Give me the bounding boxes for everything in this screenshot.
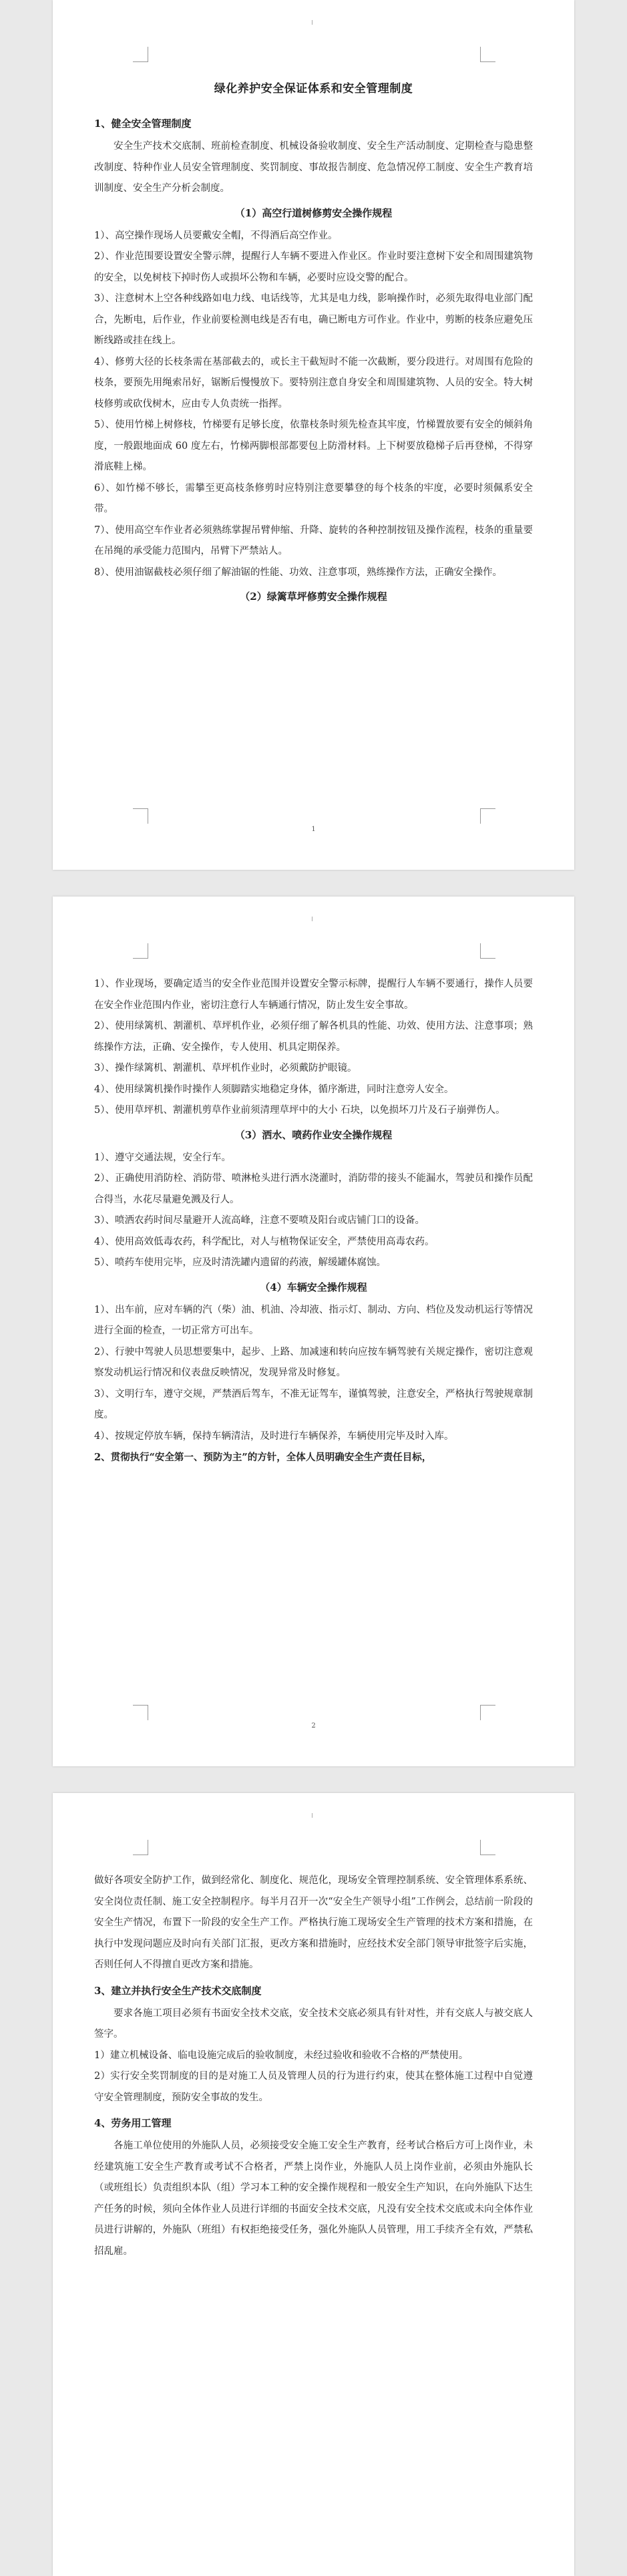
paragraph: 4）、修剪大径的长枝条需在基部截去的，或长主干截短时不能一次截断，要分段进行。对周围有危险的枝条，要预先用绳索吊好，锯断后慢慢放下。要特别注意自身安全和周围建筑物、人员的安全。特大树枝修剪或砍伐树木，应由专人负责统一指挥。 [94, 356, 533, 410]
paragraph: 3）、喷洒农药时间尽量避开人流高峰，注意不要喷及阳台或店铺门口的设备。 [94, 1215, 425, 1226]
paragraph: 2）、正确使用消防栓、消防带、喷淋枪头进行洒水浇灌时，消防带的接头不能漏水，驾驶员和操作员配合得当，水花尽量避免溅及行人。 [94, 1173, 533, 1205]
page-body [94, 1871, 533, 2262]
paragraph: 1）、遵守交通法规，安全行车。 [94, 1152, 231, 1163]
crop-mark [133, 1840, 148, 1855]
crop-mark [480, 47, 495, 62]
content-blocks [94, 114, 533, 607]
paragraph: 8）、使用油锯截枝必须仔细了解油锯的性能、功效、注意事项，熟练操作方法，正确安全操作。 [94, 567, 502, 578]
paragraph: 2）、使用绿篱机、割灌机、草坪机作业，必须仔细了解各机具的性能、功效、使用方法、注意事项；熟练操作方法，正确、安全操作，专人使用、机具定期保养。 [94, 1021, 533, 1053]
crop-mark [133, 1705, 148, 1720]
content-blocks [94, 974, 533, 1468]
paragraph: 1）、作业现场，要确定适当的安全作业范围并设置安全警示标牌，提醒行人车辆不要通行，操作人员要在安全作业范围内作业，密切注意行人车辆通行情况，防止发生安全事故。 [94, 979, 533, 1011]
section-heading: 3、建立并执行安全生产技术交底制度 [94, 1984, 262, 1997]
page-number: 1 [311, 826, 316, 833]
paragraph: 2）、行驶中驾驶人员思想要集中，起步、上路、加减速和转向应按车辆驾驶有关规定操作，密切注意观察发动机运行情况和仪表盘反映情况，发现异常及时修复。 [94, 1346, 533, 1378]
content-blocks [94, 1871, 533, 2262]
subsection-heading: （3）洒水、喷药作业安全操作规程 [234, 1128, 393, 1141]
paragraph: 6）、如竹梯不够长，需攀至更高枝条修剪时应特别注意要攀登的每个枝条的牢度，必要时须佩系安全带。 [94, 482, 533, 514]
paragraph: 4）、使用高效低毒农药，科学配比，对人与植物保证安全，严禁使用高毒农药。 [94, 1236, 435, 1247]
paragraph: 要求各施工项目必须有书面安全技术交底，安全技术交底必须具有针对性，并有交底人与被交底人签字。 [94, 2007, 533, 2040]
paragraph: 3）、文明行车，遵守交规，严禁酒后驾车，不准无证驾车，谨慎驾驶，注意安全，严格执行驾驶规章制度。 [94, 1388, 533, 1420]
crop-mark [480, 943, 495, 959]
page-body [94, 974, 533, 1468]
paragraph: 1）、高空操作现场人员要戴安全帽，不得酒后高空作业。 [94, 230, 338, 241]
paragraph: 1）建立机械设备、临电设施完成后的验收制度，未经过验收和验收不合格的严禁使用。 [94, 2050, 469, 2061]
section-heading: 4、劳务用工管理 [94, 2117, 172, 2129]
paragraph: 3）、注意树木上空各种线路如电力线、电话线等，尤其是电力线，影响操作时，必须先取得电业部门配合，先断电，后作业，作业前要检测电线是否有电，确已断电方可作业。作业中，剪断的枝条应避免压断线路或挂在线上。 [94, 293, 533, 346]
subsection-heading: （4）车辆安全操作规程 [260, 1281, 367, 1293]
subsection-heading: （2）绿篱草坪修剪安全操作规程 [240, 591, 387, 603]
section-heading: 1、健全安全管理制度 [94, 118, 192, 130]
page-number: 2 [311, 1722, 316, 1730]
paragraph: 5）、使用草坪机、割灌机剪草作业前须清理草坪中的大小 石块，以免损坏刀片及石子崩弹伤人。 [94, 1105, 505, 1116]
paragraph: 安全生产技术交底制、班前检查制度、机械设备验收制度、安全生产活动制度、定期检查与隐患整改制度、特种作业人员安全管理制度、奖罚制度、事故报告制度、危急情况停工制度、安全生产教育培训制度、安全生产分析会制度。 [94, 141, 533, 194]
subsection-heading: （1）高空行道树修剪安全操作规程 [234, 206, 393, 219]
paragraph: 3）、操作绿篱机、割灌机、草坪机作业时，必须戴防护眼镜。 [94, 1063, 357, 1074]
paragraph: 各施工单位使用的外施队人员，必须接受安全施工安全生产教育，经考试合格后方可上岗作业，未经建筑施工安全生产教育或考试不合格者，严禁上岗作业，外施队人员上岗作业前，必须由外施队长（或班组长）负责组织本队（组）学习本工种的安全操作规程和一般安全生产知识，在向外施队下达生产任务的时候，须向全体作业人员进行详细的书面安全技术交底，凡没有安全技术交底或未向全体作业员进行讲解的，外施队（班组）有权拒绝接受任务，强化外施队人员管理，用工手续齐全有效，严禁私招乱雇。 [94, 2140, 533, 2257]
paragraph: 2）实行安全奖罚制度的目的是对施工人员及管理人员的行为进行约束，使其在整体施工过程中自觉遵守安全管理制度，预防安全事故的发生。 [94, 2071, 533, 2103]
crop-mark [480, 1840, 495, 1855]
document-page-3 [53, 1793, 574, 2576]
paragraph: 4）、按规定停放车辆，保持车辆清洁，及时进行车辆保养，车辆使用完毕及时入库。 [94, 1430, 454, 1442]
page-body [94, 79, 533, 609]
crop-mark [480, 808, 495, 824]
paragraph: 7）、使用高空车作业者必须熟练掌握吊臂伸缩、升降、旋转的各种控制按钮及操作流程，枝条的重量要在吊绳的承受能力范围内，吊臂下严禁站人。 [94, 524, 533, 556]
paragraph: 做好各项安全防护工作，做到经常化、制度化、规范化，现场安全管理控制系统、安全管理体系系统、安全岗位责任制、施工安全控制程序。每半月召开一次“安全生产领导小组”工作例会，总结前一阶段的安全生产情况，布置下一阶段的安全生产工作。严格执行施工现场安全生产管理的技术方案和措施，在执行中发现问题应及时向有关部门汇报，更改方案和措施时，应经技术安全部门领导审批签字后实施，否则任何人不得擅自更改方案和措施。 [94, 1875, 533, 1970]
paragraph: 4）、使用绿篱机操作时操作人须脚踏实地稳定身体，循序渐进，同时注意旁人安全。 [94, 1084, 454, 1095]
crop-mark [133, 943, 148, 959]
paragraph: 1）、出车前，应对车辆的汽（柴）油、机油、冷却液、指示灯、制动、方向、档位及发动机运行等情况进行全面的检查，一切正常方可出车。 [94, 1304, 533, 1336]
crop-mark [480, 1705, 495, 1720]
paragraph: 2）、作业范围要设置安全警示牌，提醒行人车辆不要进入作业区。作业时要注意树下安全和周围建筑物的安全，以免树枝下掉时伤人或损坏公物和车辆，必要时应设交警的配合。 [94, 251, 533, 283]
document-title: 绿化养护安全保证体系和安全管理制度 [214, 82, 413, 96]
paragraph: 5）、使用竹梯上树修枝，竹梯要有足够长度，依靠枝条时须先检查其牢度，竹梯置放要有安全的倾斜角度，一般跟地面成 60 度左右，竹梯两脚根部都要包上防滑材料。上下树要放稳梯子后再登梯，不得穿滑底鞋上梯。 [94, 420, 533, 472]
document-page-1 [53, 0, 574, 870]
crop-mark [133, 808, 148, 824]
crop-mark [133, 47, 148, 62]
bold-paragraph: 2、贯彻执行“安全第一、预防为主”的方针，全体人员明确安全生产责任目标， [94, 1452, 432, 1463]
paragraph: 5）、喷药车使用完毕，应及时清洗罐内遗留的药液，解缓罐体腐蚀。 [94, 1257, 386, 1268]
document-page-2 [53, 897, 574, 1766]
